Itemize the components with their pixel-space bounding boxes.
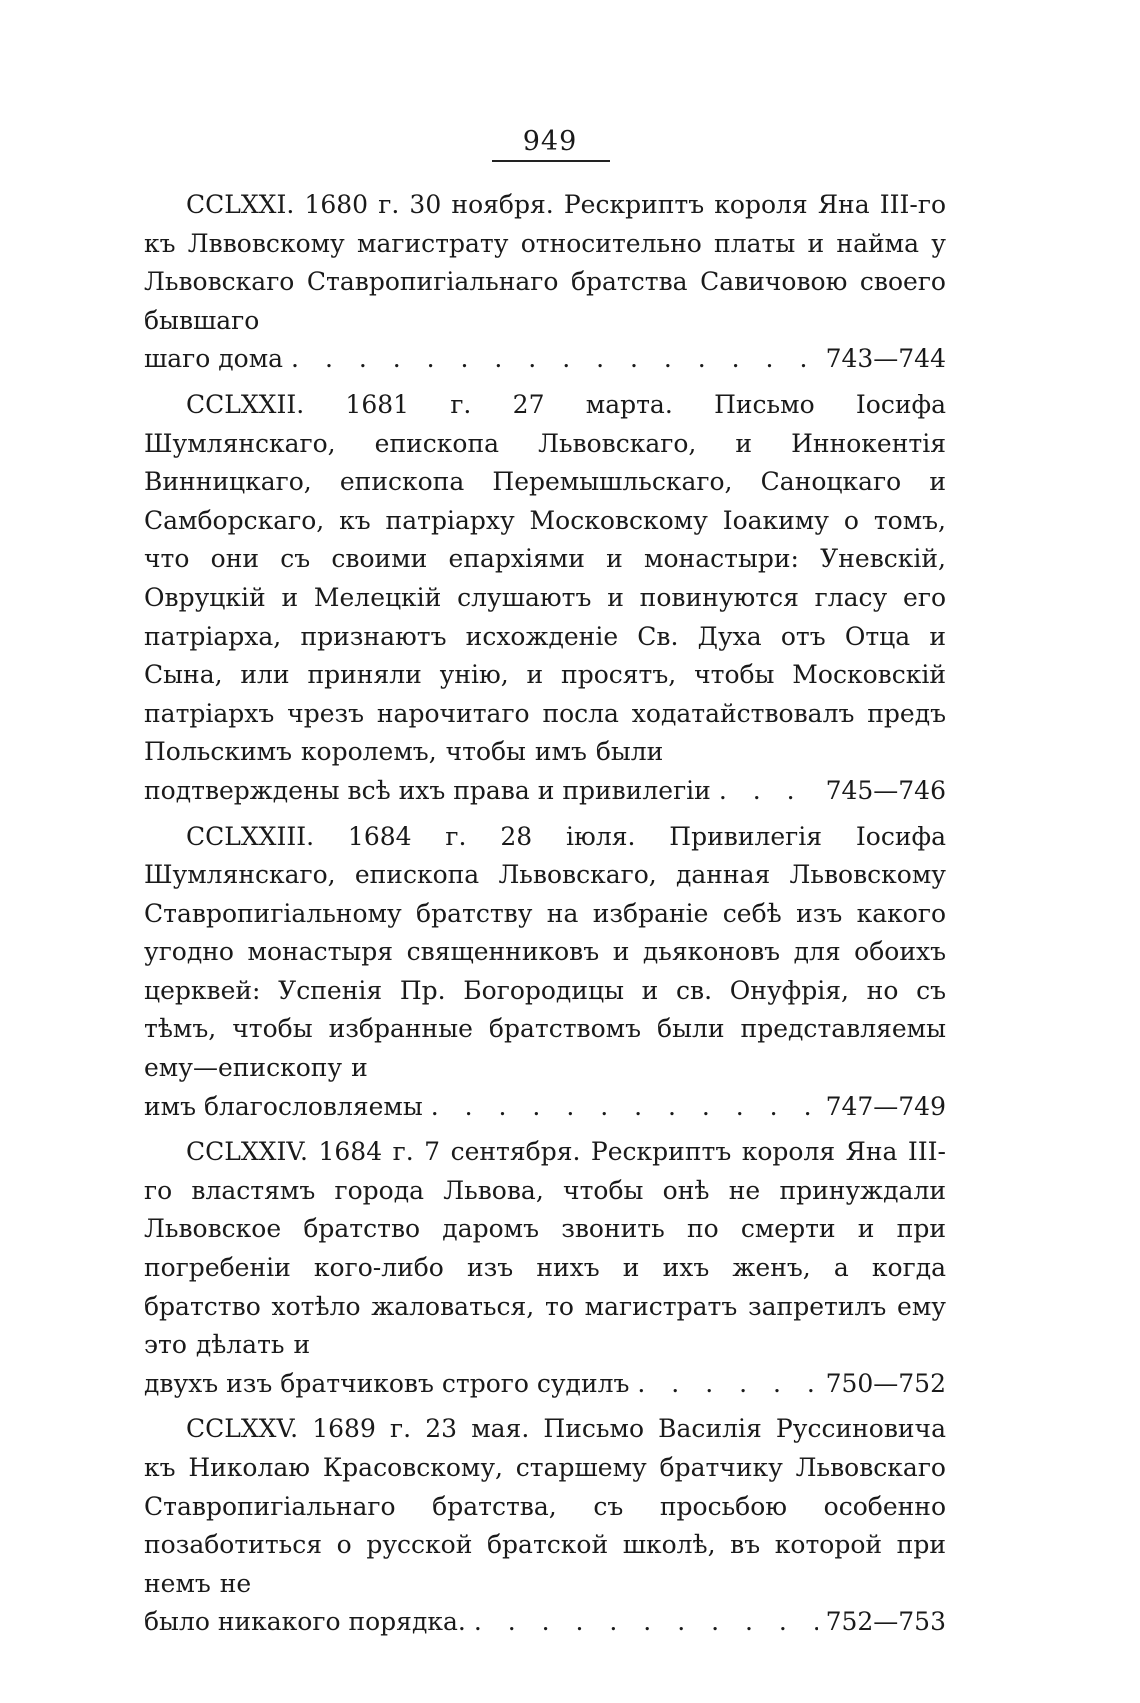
entry-page-range: 745—746: [825, 775, 946, 805]
entry-last-line: [144, 340, 946, 379]
entry-last-text: было никакого порядка.: [144, 1607, 466, 1637]
document-entry: [144, 1410, 946, 1642]
dot-leader: [431, 1088, 818, 1127]
entry-text: CCLXXI. 1680 г. 30 ноября. Рескриптъ короля Яна III-го къ Лввовскому магистрату относительно платы и найма у Львовскаго Ставропигіальнаго братства Савичовою своего бывшаго: [144, 190, 946, 335]
entry-last-line: [144, 772, 946, 811]
dot-leader: [637, 1365, 817, 1404]
entry-last-text: имъ благословляемы: [144, 1091, 423, 1121]
document-entry: [144, 1133, 946, 1403]
entry-last-line: [144, 1088, 946, 1127]
entry-last-text: двухъ изъ братчиковъ строго судилъ: [144, 1368, 630, 1398]
entry-last-text: шаго дома: [144, 344, 284, 374]
page-number: 949: [522, 126, 578, 157]
entry-last-line: [144, 1603, 946, 1642]
entry-page-range: 750—752: [825, 1368, 946, 1398]
dot-leader: [291, 340, 818, 379]
dot-leader: [719, 772, 818, 811]
entry-page-range: 743—744: [825, 344, 946, 374]
entry-text: CCLXXII. 1681 г. 27 марта. Письмо Іосифа Шумлянскаго, епископа Львовскаго, и Иннокентія Винницкаго, епископа Перемышльскаго, Саноцкаго и Самборскаго, къ патріарху Московскому Іоакиму о томъ, что они съ своими епархіями и монастыри: Уневскій, Овруцкій и Мелецкій слушаютъ и повинуются гласу его патріарха, признаютъ исхожденіе Св. Духа отъ Отца и Сына, или приняли унію, и просятъ, чтобы Московскій патріархъ чрезъ нарочитаго посла ходатайствовалъ предъ Польскимъ королемъ, чтобы имъ были: [144, 389, 946, 767]
page-number-rule: [492, 160, 610, 162]
entry-page-range: 747—749: [825, 1091, 946, 1121]
document-entry: [144, 818, 946, 1127]
entry-text: CCLXXIII. 1684 г. 28 іюля. Привилегія Іосифа Шумлянскаго, епископа Львовскаго, данная Львовскому Ставропигіальному братству на избраніе себѣ изъ какого угодно монастыря священниковъ и дьяконовъ для обоихъ церквей: Успенія Пр. Богородицы и св. Онуфрія, но съ тѣмъ, чтобы избранные братствомъ были представляемы ему—епископу и: [144, 821, 946, 1083]
entry-text: CCLXXIV. 1684 г. 7 сентября. Рескриптъ короля Яна III-го властямъ города Львова, чтобы онѣ не принуждали Львовское братство даромъ звонить по смерти и при погребеніи кого-либо изъ нихъ и ихъ женъ, а когда братство хотѣло жаловаться, то магистратъ запретилъ ему это дѣлать и: [144, 1137, 946, 1360]
entry-last-text: подтверждены всѣ ихъ права и привилегіи: [144, 775, 711, 805]
document-entry: [144, 386, 946, 811]
document-entries: [144, 186, 946, 1649]
entry-last-line: [144, 1365, 946, 1404]
entry-page-range: 752—753: [825, 1607, 946, 1637]
entry-text: CCLXXV. 1689 г. 23 мая. Письмо Василія Руссиновича къ Николаю Красовскому, старшему братчику Львовскаго Ставропигіальнаго братства, съ просьбою особенно позаботиться о русской братской школѣ, въ которой при немъ не: [144, 1414, 946, 1598]
document-entry: [144, 186, 946, 379]
dot-leader: [474, 1603, 818, 1642]
